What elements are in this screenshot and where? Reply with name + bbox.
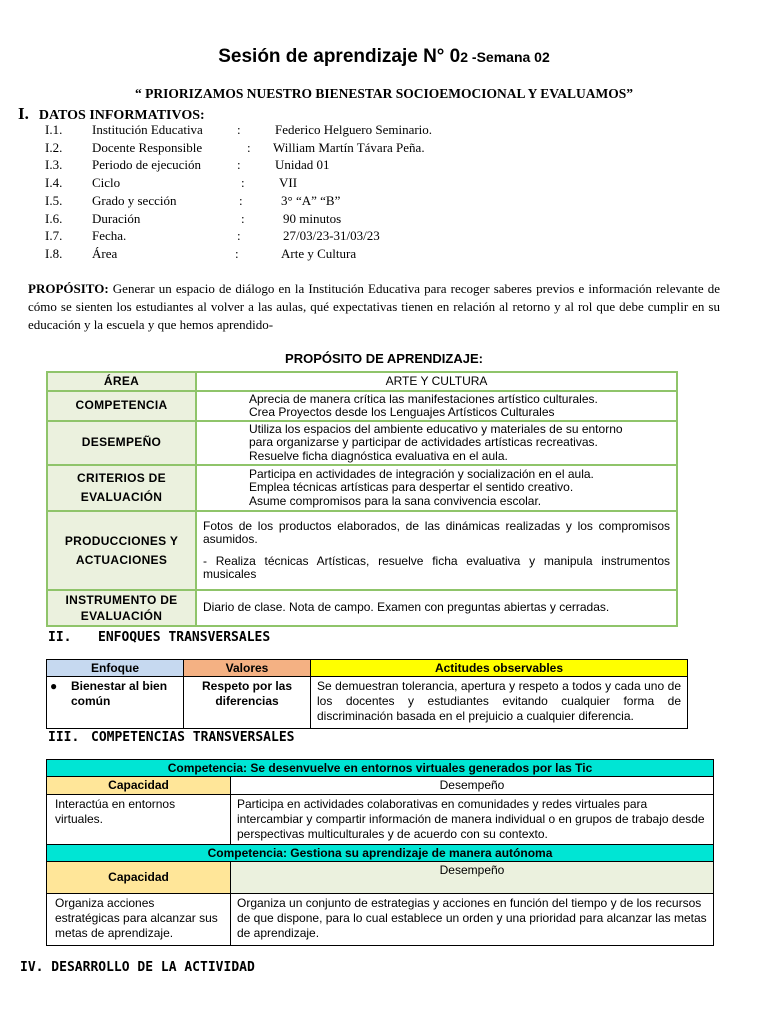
capacidad-header: Capacidad bbox=[47, 777, 231, 795]
table-row bbox=[47, 590, 677, 626]
criterios-label-line: CRITERIOS DE bbox=[77, 471, 166, 485]
criterios-label-line: EVALUACIÓN bbox=[80, 490, 163, 504]
desempeno-line: para organizarse y participar de actividades artísticas recreativas. bbox=[249, 435, 598, 450]
competencias-transversales-table bbox=[46, 759, 714, 946]
table-row bbox=[47, 862, 714, 894]
competencia-label: COMPETENCIA bbox=[47, 391, 196, 421]
info-key: Institución Educativa bbox=[92, 122, 203, 137]
desempeno-header: Desempeño bbox=[231, 777, 714, 795]
table-row bbox=[47, 845, 714, 862]
section-1-heading bbox=[18, 104, 205, 124]
desempeno-2-value: Organiza un conjunto de estrategias y acciones en función del tiempo y de los recursos de que dispone, para lo cual establece un orden y una prioridad para alcanzar las metas de aprendizaje. bbox=[231, 894, 714, 946]
section-4-heading: IV. DESARROLLO DE LA ACTIVIDAD bbox=[20, 960, 255, 975]
competencia-line: Crea Proyectos desde los Lenguajes Artísticos Culturales bbox=[249, 405, 555, 419]
producciones-label-line: PRODUCCIONES Y bbox=[64, 533, 179, 548]
desempeno-line: Resuelve ficha diagnóstica evaluativa en el aula. bbox=[249, 448, 508, 463]
criterios-value bbox=[196, 465, 677, 511]
info-sep: : bbox=[241, 210, 245, 226]
info-val: 3° “A” “B” bbox=[281, 192, 341, 208]
info-val: Federico Helguero Seminario. bbox=[275, 122, 433, 137]
section-3-label: COMPETENCIAS TRANSVERSALES bbox=[91, 730, 295, 745]
table-row bbox=[47, 660, 688, 677]
info-sep: : bbox=[235, 245, 239, 261]
info-key: Área bbox=[92, 245, 118, 261]
capacidad-header: Capacidad bbox=[47, 862, 231, 894]
info-val: Unidad 01 bbox=[275, 157, 330, 173]
table-row bbox=[47, 391, 677, 421]
proposito-label: PROPÓSITO: bbox=[28, 281, 109, 296]
info-key: Grado y sección bbox=[92, 192, 177, 208]
table-row bbox=[47, 372, 677, 391]
competencia-value bbox=[196, 391, 677, 421]
table-row bbox=[47, 511, 677, 590]
info-key: Ciclo bbox=[92, 175, 121, 191]
producciones-paragraph: - Realiza técnicas Artísticas, resuelve ficha evaluativa y manipula instrumentos musicales bbox=[203, 553, 670, 581]
desempeno-1-value: Participa en actividades colaborativas en comunidades y redes virtuales para intercambiar y compartir información de manera individual o en grupos de trabajo desde perspectivas multiculturales y de acuerdo con su contexto. bbox=[231, 795, 714, 845]
info-sep: : bbox=[239, 192, 243, 208]
info-num: I.5. bbox=[45, 192, 63, 208]
criterios-line: Participa en actividades de integración y socialización en el aula. bbox=[249, 466, 594, 481]
info-val: 27/03/23-31/03/23 bbox=[283, 228, 380, 244]
instrumento-value: Diario de clase. Nota de campo. Examen con preguntas abiertas y cerradas. bbox=[196, 590, 677, 626]
competencia-2-header: Competencia: Gestiona su aprendizaje de manera autónoma bbox=[47, 845, 714, 862]
table-row bbox=[47, 795, 714, 845]
desempeno-header: Desempeño bbox=[231, 862, 714, 894]
info-key: Periodo de ejecución bbox=[92, 157, 202, 173]
area-label: ÁREA bbox=[47, 372, 196, 391]
actitudes-header: Actitudes observables bbox=[311, 660, 688, 677]
instrumento-label-line: INSTRUMENTO DE bbox=[65, 593, 178, 607]
producciones-label-line: ACTUACIONES bbox=[75, 552, 168, 567]
info-num: I.8. bbox=[45, 245, 63, 261]
document-title bbox=[0, 46, 768, 68]
desempeno-label: DESEMPEÑO bbox=[47, 421, 196, 465]
info-val: VII bbox=[279, 175, 298, 191]
info-sep: : bbox=[237, 122, 241, 137]
producciones-label bbox=[47, 511, 196, 590]
title-tail: 2 -Semana 02 bbox=[460, 49, 550, 65]
document-subtitle: “ PRIORIZAMOS NUESTRO BIENESTAR SOCIOEMOCIONAL Y EVALUAMOS” bbox=[134, 86, 634, 101]
info-num: I.3. bbox=[45, 157, 63, 173]
info-num: I.1. bbox=[45, 122, 63, 137]
actitudes-value: Se demuestran tolerancia, apertura y respeto a todos y cada uno de los docentes y estudiantes evitando cualquier forma de discriminación basada en el prejuicio a cualquier diferencia. bbox=[311, 677, 688, 729]
info-val: William Martín Távara Peña. bbox=[273, 139, 425, 155]
section-2-number: II. bbox=[48, 630, 72, 645]
table-row bbox=[47, 777, 714, 795]
desempeno-value bbox=[196, 421, 677, 465]
area-value: ARTE Y CULTURA bbox=[196, 372, 677, 391]
instrumento-label bbox=[47, 590, 196, 626]
producciones-paragraph: Fotos de los productos elaborados, de las dinámicas realizadas y los compromisos asumidos. bbox=[203, 518, 670, 546]
bullet-icon: ● bbox=[50, 679, 58, 693]
criterios-label bbox=[47, 465, 196, 511]
info-key: Fecha. bbox=[92, 228, 127, 244]
info-num: I.7. bbox=[45, 228, 63, 244]
desempeno-line: Utiliza los espacios del ambiente educativo y materiales de su entorno bbox=[249, 421, 623, 436]
section-2-heading bbox=[48, 630, 270, 645]
enfoque-cell bbox=[47, 677, 184, 729]
capacidad-2-value: Organiza acciones estratégicas para alcanzar sus metas de aprendizaje. bbox=[47, 894, 231, 946]
info-val: 90 minutos bbox=[283, 210, 342, 226]
proposito-aprendizaje-heading: PROPÓSITO DE APRENDIZAJE: bbox=[285, 351, 483, 366]
info-sep: : bbox=[247, 139, 251, 155]
info-key: Docente Responsible bbox=[92, 139, 203, 155]
competencia-1-header: Competencia: Se desenvuelve en entornos virtuales generados por las Tic bbox=[47, 760, 714, 777]
section-1-label: DATOS INFORMATIVOS: bbox=[38, 108, 205, 123]
table-row bbox=[47, 894, 714, 946]
competencia-line: Aprecia de manera crítica las manifestaciones artístico culturales. bbox=[249, 391, 598, 406]
info-sep: : bbox=[237, 228, 241, 244]
valores-value: Respeto por las diferencias bbox=[184, 677, 311, 729]
producciones-value bbox=[196, 511, 677, 590]
table-row bbox=[47, 677, 688, 729]
info-sep: : bbox=[241, 175, 245, 191]
info-val: Arte y Cultura bbox=[281, 245, 357, 261]
title-main: Sesión de aprendizaje N° 0 bbox=[218, 46, 461, 67]
valores-header: Valores bbox=[184, 660, 311, 677]
info-key: Duración bbox=[92, 210, 141, 226]
info-num: I.6. bbox=[45, 210, 63, 226]
proposito-paragraph bbox=[28, 280, 720, 334]
info-num: I.4. bbox=[45, 175, 63, 191]
table-row bbox=[47, 421, 677, 465]
instrumento-label-line: EVALUACIÓN bbox=[80, 609, 163, 623]
enfoques-table bbox=[46, 659, 688, 729]
section-2-label: ENFOQUES TRANSVERSALES bbox=[98, 630, 271, 645]
section-3-heading bbox=[48, 730, 295, 745]
enfoque-value: Bienestar al bien común bbox=[71, 679, 168, 708]
info-num: I.2. bbox=[45, 139, 63, 155]
section-3-number: III. bbox=[48, 730, 80, 745]
info-sep: : bbox=[237, 157, 241, 173]
enfoque-header: Enfoque bbox=[47, 660, 184, 677]
capacidad-1-value: Interactúa en entornos virtuales. bbox=[47, 795, 231, 845]
proposito-aprendizaje-table bbox=[46, 371, 678, 627]
proposito-text: Generar un espacio de diálogo en la Institución Educativa para recoger saberes previos e información relevante de cómo se sienten los estudiantes al volver a las aulas, qué expectativas tienen en relación al retorno y al rol que debe cumplir en su educación y la escuela y que hemos aprendido- bbox=[28, 281, 720, 332]
section-1-number: I. bbox=[18, 104, 29, 123]
table-row bbox=[47, 465, 677, 511]
criterios-line: Emplea técnicas artísticas para despertar el sentido creativo. bbox=[249, 480, 574, 495]
table-row bbox=[47, 760, 714, 777]
criterios-line: Asume compromisos para la sana convivencia escolar. bbox=[249, 493, 542, 508]
